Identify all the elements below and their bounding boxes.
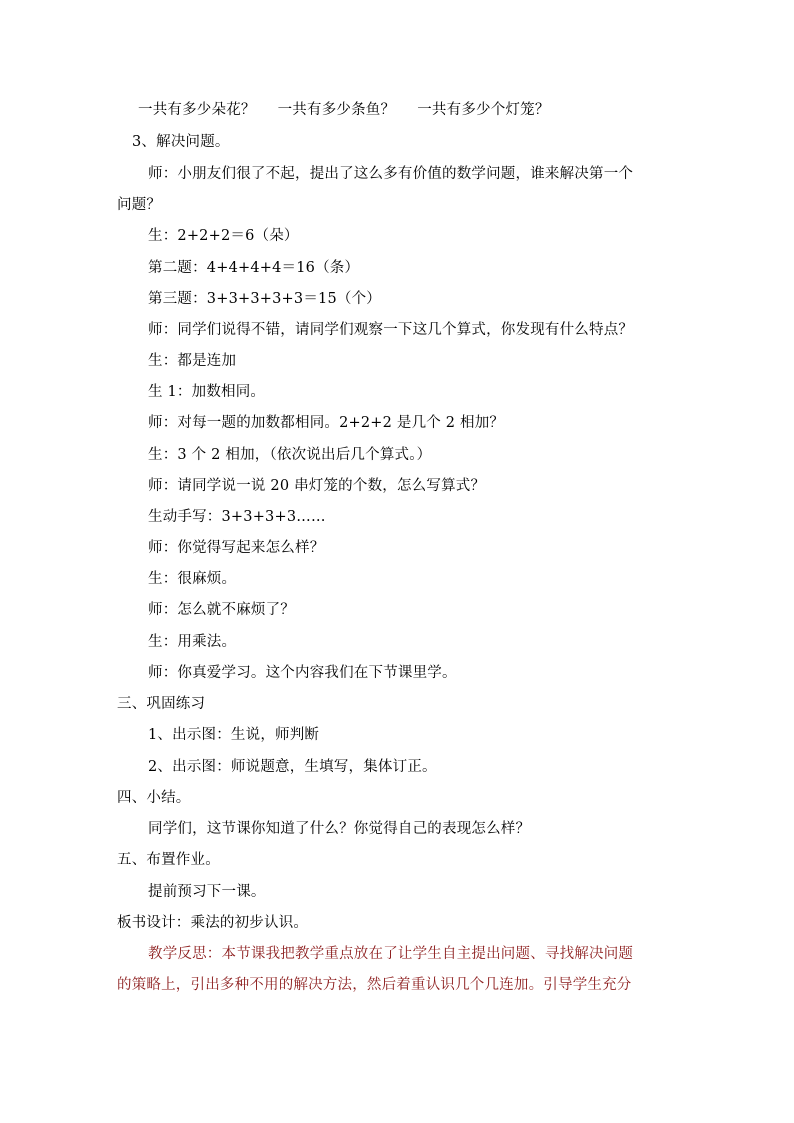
section-heading: 五、布置作业。 (117, 852, 220, 868)
teacher-line: 师：请同学说一说 20 串灯笼的个数，怎么写算式？ (148, 478, 486, 494)
student-line: 生动手写：3+3+3+3…… (148, 509, 326, 525)
student-line: 第三题：3+3+3+3+3＝15（个） (148, 291, 381, 307)
teacher-line: 师：你觉得写起来怎么样？ (148, 540, 325, 556)
summary-text: 同学们，这节课你知道了什么？你觉得自己的表现怎么样？ (148, 821, 531, 837)
teacher-line: 师：小朋友们很了不起，提出了这么多有价值的数学问题，谁来解决第一个 (148, 166, 634, 182)
student-line: 第二题：4+4+4+4＝16（条） (148, 260, 360, 276)
practice-item: 1、出示图：生说，师判断 (148, 727, 320, 743)
practice-item: 2、出示图：师说题意，生填写，集体订正。 (148, 759, 437, 775)
teacher-line: 师：怎么就不麻烦了？ (148, 602, 295, 618)
question-line (138, 101, 550, 119)
question-flowers: 一共有多少朵花？ (138, 102, 256, 118)
section-heading: 三、巩固练习 (117, 696, 206, 712)
student-line: 生：都是连加 (148, 353, 237, 369)
student-line: 生：很麻烦。 (148, 571, 237, 587)
reflection-text-continued: 的策略上，引出多种不用的解决方法，然后着重认识几个几连加。引导学生充分 (117, 977, 632, 993)
homework-text: 提前预习下一课。 (148, 884, 266, 900)
teacher-line-continued: 问题？ (117, 197, 162, 213)
board-design: 板书设计：乘法的初步认识。 (117, 915, 309, 931)
reflection-text: 教学反思：本节课我把教学重点放在了让学生自主提出问题、寻找解决问题 (148, 946, 634, 962)
teacher-line: 师：同学们说得不错，请同学们观察一下这几个算式，你发现有什么特点？ (148, 322, 634, 338)
section-heading: 四、小结。 (117, 790, 191, 806)
student-line: 生：用乘法。 (148, 634, 237, 650)
question-lanterns: 一共有多少个灯笼？ (417, 102, 550, 118)
question-fish: 一共有多少条鱼？ (277, 102, 396, 118)
teacher-line: 师：你真爱学习。这个内容我们在下节课里学。 (148, 665, 457, 681)
student-line: 生 1：加数相同。 (148, 384, 266, 400)
student-line: 生：3 个 2 相加，（依次说出后几个算式。） (148, 447, 432, 463)
student-line: 生：2+2+2＝6（朵） (148, 228, 299, 244)
section-heading: 3、解决问题。 (132, 134, 230, 150)
teacher-line: 师：对每一题的加数都相同。2+2+2 是几个 2 相加？ (148, 415, 505, 431)
